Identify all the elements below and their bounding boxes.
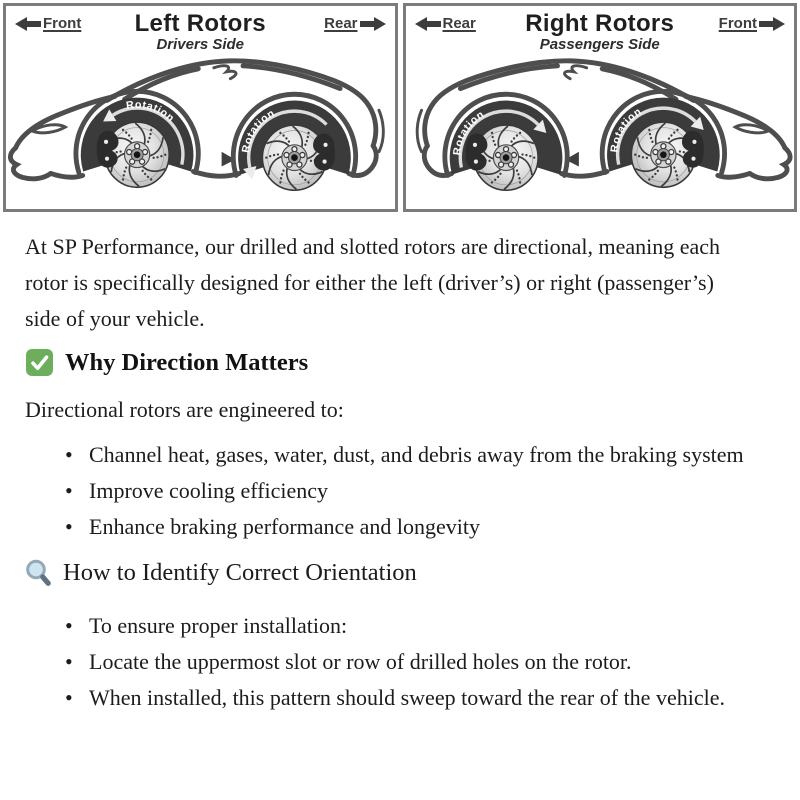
rotation-label: Rotation	[450, 108, 486, 157]
check-icon	[25, 348, 54, 377]
rotation-label: Rotation	[125, 98, 177, 125]
panel-left-title: Left Rotors	[134, 10, 266, 37]
arrow-left-icon	[415, 17, 441, 31]
orientation-list	[25, 608, 770, 716]
arrow-right-icon	[759, 17, 785, 31]
rotation-label: Rotation	[608, 105, 644, 154]
rear-direction-label	[324, 15, 385, 32]
panel-left-header	[6, 6, 395, 58]
car-illustration-left	[6, 53, 395, 209]
panel-left-rotors	[3, 3, 398, 212]
magnifier-icon	[25, 558, 52, 588]
section-heading-text: Why Direction Matters	[65, 348, 309, 376]
section-heading-how-to-identify	[25, 558, 770, 588]
front-label: Front	[718, 15, 757, 32]
rear-direction-label	[415, 15, 476, 32]
arrow-left-icon	[15, 17, 41, 31]
panel-left-subtitle: Drivers Side	[156, 36, 245, 54]
panel-right-subtitle: Passengers Side	[539, 36, 660, 54]
car-illustration-right	[406, 53, 795, 209]
list-item: • To ensure proper installation:	[63, 608, 770, 644]
list-item: • Channel heat, gases, water, dust, and debris away from the braking system	[63, 437, 770, 473]
list-item: • When installed, this pattern should sweep toward the rear of the vehicle.	[63, 680, 770, 716]
front-direction-label	[719, 15, 785, 32]
list-item: • Improve cooling efficiency	[63, 473, 770, 509]
rotation-label: Rotation	[239, 107, 277, 154]
section-lead: Directional rotors are engineered to:	[25, 397, 344, 422]
intro-paragraph: At SP Performance, our drilled and slotted rotors are directional, meaning each rotor is specifically designed for either the left (driver’s) or right (passenger’s) side of your vehicle.	[25, 234, 721, 331]
section-heading-why-direction-matters	[25, 348, 770, 377]
front-direction-label	[15, 15, 81, 32]
benefits-list	[25, 437, 770, 545]
article	[0, 229, 800, 716]
list-item: • Locate the uppermost slot or row of drilled holes on the rotor.	[63, 644, 770, 680]
arrow-right-icon	[360, 17, 386, 31]
section-heading-text: How to Identify Correct Orientation	[63, 559, 417, 586]
list-item: • Enhance braking performance and longevity	[63, 509, 770, 545]
rear-label: Rear	[442, 15, 476, 32]
panel-right-title: Right Rotors	[525, 10, 675, 37]
panel-right-rotors	[403, 3, 798, 212]
front-label: Front	[43, 15, 82, 32]
rotor-direction-diagram	[0, 0, 800, 212]
rear-label: Rear	[324, 15, 358, 32]
panel-right-header	[406, 6, 795, 58]
